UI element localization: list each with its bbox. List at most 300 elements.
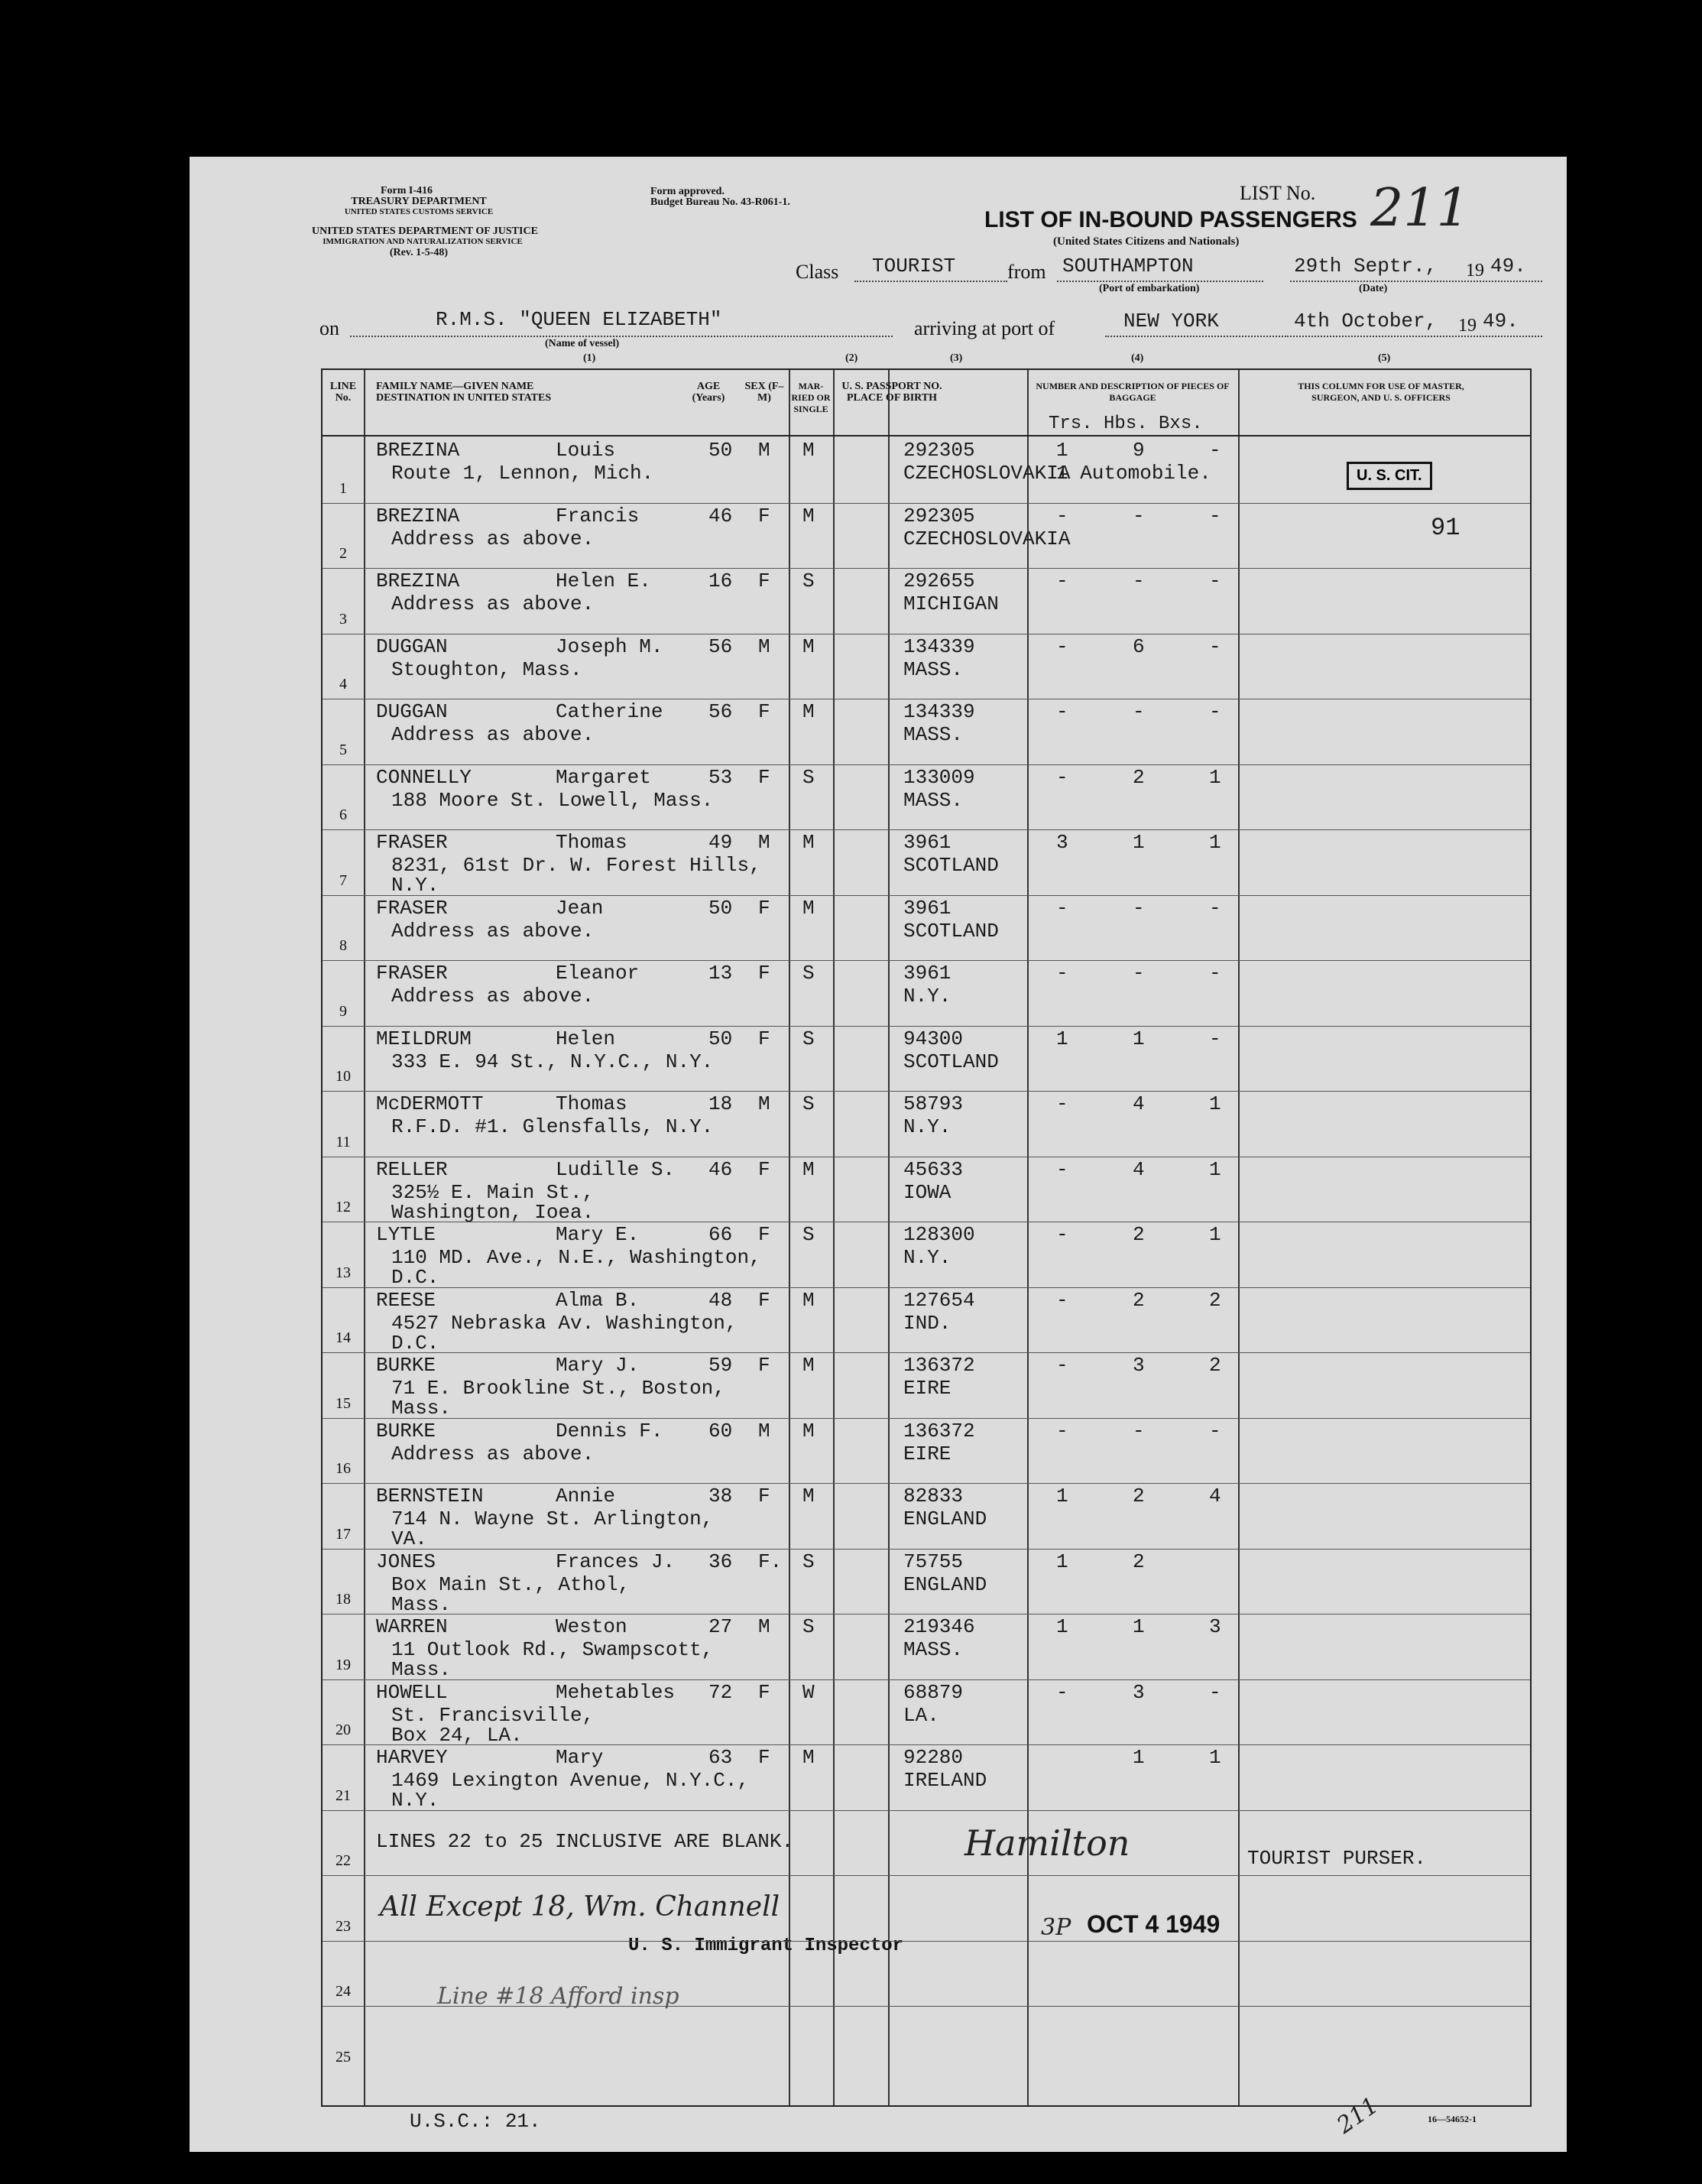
address-line-2: VA. (391, 1527, 427, 1550)
baggage-boxes: 1 (1209, 765, 1221, 789)
family-name: DUGGAN (376, 700, 448, 723)
marital-status: S (802, 570, 815, 592)
form-approved: Form approved. (650, 186, 725, 197)
table-row (323, 1744, 1530, 1810)
line-number: 2 (339, 545, 347, 562)
marital-status: S (802, 765, 815, 789)
address-line-1: Box Main St., Athol, (391, 1572, 631, 1596)
address-line-1: St. Francisville, (391, 1703, 595, 1727)
table-row (323, 1287, 1530, 1353)
baggage-boxes: 1 (1209, 831, 1221, 854)
passport-number: 92280 (903, 1746, 964, 1769)
class-label: Class (796, 261, 839, 283)
treasury-dept: TREASURY DEPARTMENT (351, 196, 487, 207)
footer-code: 16—54652-1 (1428, 2114, 1477, 2124)
arrival-port: NEW YORK (1123, 310, 1219, 333)
address-line-1: Address as above. (391, 527, 595, 550)
address-line-2: D.C. (391, 1266, 439, 1289)
passport-number: 3961 (903, 896, 951, 920)
given-name: Thomas (556, 831, 627, 854)
baggage-boxes: - (1209, 570, 1221, 592)
address-line-1: 325½ E. Main St., (391, 1180, 595, 1204)
given-name: Frances J. (556, 1550, 676, 1573)
given-name: Alma B. (556, 1288, 640, 1312)
passport-number: 219346 (903, 1615, 975, 1638)
family-name: BURKE (376, 1354, 436, 1377)
place-of-birth: MASS. (903, 723, 964, 746)
place-of-birth: MASS. (903, 657, 964, 681)
passenger-table (321, 368, 1532, 2107)
header-passport: U. S. PASSPORT NO. PLACE OF BIRTH (841, 381, 942, 404)
marital-status: S (802, 1092, 815, 1115)
passport-number: 82833 (903, 1485, 964, 1507)
given-name: Annie (556, 1485, 616, 1507)
given-name: Mary J. (556, 1354, 640, 1377)
sex: F (758, 1485, 770, 1507)
given-name: Margaret (556, 765, 651, 789)
address-line-1: Address as above. (391, 723, 595, 746)
given-name: Dennis F. (556, 1419, 663, 1442)
header-baggage: NUMBER AND DESCRIPTION OF PIECES OF BAGGAGE (1036, 381, 1230, 403)
baggage-trunks: - (1056, 1288, 1068, 1312)
place-of-birth: N.Y. (903, 1115, 951, 1138)
table-row (323, 503, 1530, 569)
col-1-marker: (1) (583, 352, 596, 364)
passport-number: 75755 (903, 1550, 964, 1573)
marital-status: W (802, 1680, 815, 1704)
baggage-trunks: - (1056, 634, 1068, 658)
address-line-1: 714 N. Wayne St. Arlington, (391, 1507, 714, 1530)
officer-note: 91 (1431, 514, 1460, 542)
given-name: Louis (556, 439, 616, 462)
table-row (323, 1157, 1530, 1222)
marital-status: S (802, 1550, 815, 1573)
inspector-title: U. S. Immigrant Inspector (628, 1936, 904, 1956)
sex: F (758, 1288, 770, 1312)
passport-number: 68879 (903, 1680, 964, 1704)
immigration-service: IMMIGRATION AND NATURALIZATION SERVICE (323, 237, 523, 246)
given-name: Mary (556, 1746, 604, 1769)
family-name: FRASER (376, 896, 448, 920)
address-line-2: Box 24, LA. (391, 1723, 523, 1747)
baggage-trunks: 3 (1056, 831, 1068, 854)
family-name: JONES (376, 1550, 436, 1573)
passport-number: 292305 (903, 504, 975, 527)
marital-status: M (802, 1485, 815, 1507)
passport-number: 134339 (903, 634, 975, 658)
line-number: 3 (339, 610, 347, 628)
table-row (323, 1091, 1530, 1157)
baggage-trunks: - (1056, 1092, 1068, 1115)
table-row (323, 1549, 1530, 1614)
address-line-1: Route 1, Lennon, Mich. (391, 462, 654, 485)
address-line-1: Address as above. (391, 1442, 595, 1465)
given-name: Ludille S. (556, 1157, 676, 1181)
age: 56 (708, 700, 733, 723)
passport-number: 134339 (903, 700, 975, 723)
form-subtitle: (United States Citizens and Nationals) (1053, 235, 1240, 248)
baggage-boxes: - (1209, 439, 1221, 462)
sex: F (758, 1157, 770, 1181)
port-of-embarkation: SOUTHAMPTON (1062, 255, 1194, 277)
year-suffix: 49. (1490, 255, 1526, 277)
address-line-1: 8231, 61st Dr. W. Forest Hills, (391, 854, 761, 877)
place-of-birth: CZECHOSLOVAKIA (903, 527, 1071, 550)
line-number: 7 (339, 871, 347, 889)
age: 50 (708, 1027, 733, 1050)
place-of-birth: IRELAND (903, 1769, 987, 1792)
baggage-handbags: 9 (1133, 439, 1145, 462)
place-of-birth: EIRE (903, 1442, 951, 1465)
sex: F (758, 896, 770, 920)
family-name: DUGGAN (376, 634, 448, 658)
family-name: BREZINA (376, 439, 460, 462)
table-row (323, 764, 1530, 830)
place-of-birth: EIRE (903, 1377, 951, 1400)
table-row (323, 634, 1530, 699)
given-name: Joseph M. (556, 634, 663, 658)
baggage-extra: 1 Automobile. (1056, 462, 1211, 485)
sex: F (758, 1223, 770, 1246)
baggage-boxes: 2 (1209, 1288, 1221, 1312)
address-line-1: 333 E. 94 St., N.Y.C., N.Y. (391, 1050, 714, 1073)
line-number: 8 (339, 937, 347, 954)
baggage-trunks: 1 (1056, 439, 1068, 462)
address-line-1: Address as above. (391, 919, 595, 943)
baggage-boxes: 1 (1209, 1223, 1221, 1246)
baggage-trunks: - (1056, 1354, 1068, 1377)
baggage-handbags: - (1133, 570, 1145, 592)
age: 56 (708, 634, 733, 658)
baggage-boxes: 3 (1209, 1615, 1221, 1638)
col-3-marker: (3) (950, 352, 963, 364)
address-line-2: N.Y. (391, 874, 439, 897)
family-name: BERNSTEIN (376, 1485, 484, 1507)
baggage-boxes: - (1209, 1419, 1221, 1442)
sex: F (758, 1746, 770, 1769)
passport-number: 127654 (903, 1288, 975, 1312)
sex: F (758, 570, 770, 592)
address-line-2: N.Y. (391, 1789, 439, 1812)
line-number: 21 (336, 1786, 351, 1804)
given-name: Thomas (556, 1092, 627, 1115)
customs-service: UNITED STATES CUSTOMS SERVICE (344, 207, 494, 216)
address-line-1: Stoughton, Mass. (391, 657, 582, 681)
place-of-birth: ENGLAND (903, 1572, 987, 1596)
line-number: 18 (336, 1591, 351, 1608)
baggage-handbags: 2 (1133, 1223, 1145, 1246)
baggage-boxes: - (1209, 1680, 1221, 1704)
passport-number: 3961 (903, 962, 951, 985)
age: 46 (708, 504, 733, 527)
sex: F. (758, 1550, 783, 1573)
baggage-trunks: 1 (1056, 1485, 1068, 1507)
arrival-date: 4th October, (1294, 310, 1438, 333)
table-row (323, 1679, 1530, 1745)
us-cit-stamp: U. S. CIT. (1347, 462, 1432, 490)
baggage-subcols: Trs. Hbs. Bxs. (1049, 414, 1203, 434)
marital-status: M (802, 439, 815, 462)
given-name: Mary E. (556, 1223, 640, 1246)
place-of-birth: MICHIGAN (903, 592, 999, 615)
baggage-handbags: - (1133, 504, 1145, 527)
arriving-label: arriving at port of (914, 317, 1055, 339)
line-number: 23 (336, 1917, 351, 1935)
table-row (323, 568, 1530, 634)
passport-number: 3961 (903, 831, 951, 854)
address-line-2: D.C. (391, 1331, 439, 1355)
given-name: Catherine (556, 700, 663, 723)
line-number: 5 (339, 741, 347, 758)
family-name: RELLER (376, 1157, 448, 1181)
family-name: LYTLE (376, 1223, 436, 1246)
address-line-1: R.F.D. #1. Glensfalls, N.Y. (391, 1115, 714, 1138)
header-name: FAMILY NAME—GIVEN NAME DESTINATION IN UNITED STATES (376, 381, 552, 404)
line-number: 16 (336, 1460, 351, 1477)
place-of-birth: IND. (903, 1311, 951, 1335)
marital-status: M (802, 700, 815, 723)
baggage-handbags: 3 (1133, 1354, 1145, 1377)
place-of-birth: SCOTLAND (903, 1050, 999, 1073)
baggage-boxes: - (1209, 700, 1221, 723)
place-of-birth: ENGLAND (903, 1507, 987, 1530)
line-number: 13 (336, 1264, 351, 1281)
table-row (323, 895, 1530, 961)
age: 59 (708, 1354, 733, 1377)
line-number: 17 (336, 1525, 351, 1543)
col-4-marker: (4) (1131, 352, 1144, 364)
usc-number: U.S.C.: 21. (410, 2110, 541, 2133)
table-row (323, 1614, 1530, 1679)
form-revision: (Rev. 1-5-48) (389, 247, 449, 258)
vessel-caption: (Name of vessel) (545, 338, 620, 349)
baggage-trunks: - (1056, 1680, 1068, 1704)
address-line-1: 1469 Lexington Avenue, N.Y.C., (391, 1769, 750, 1792)
age: 53 (708, 765, 733, 789)
from-label: from (1007, 261, 1046, 283)
line-number: 1 (339, 479, 347, 497)
passport-number: 128300 (903, 1223, 975, 1246)
passport-number: 94300 (903, 1027, 964, 1050)
baggage-handbags: 1 (1133, 831, 1145, 854)
line-number: 19 (336, 1656, 351, 1673)
address-line-1: 110 MD. Ave., N.E., Washington, (391, 1246, 761, 1269)
age: 72 (708, 1680, 733, 1704)
marital-status: M (802, 831, 815, 854)
age: 13 (708, 962, 733, 985)
age: 50 (708, 439, 733, 462)
header-age: AGE (Years) (692, 381, 725, 404)
baggage-handbags: 1 (1133, 1615, 1145, 1638)
baggage-boxes: - (1209, 1027, 1221, 1050)
given-name: Helen (556, 1027, 616, 1050)
age: 36 (708, 1550, 733, 1573)
budget-bureau: Budget Bureau No. 43-R061-1. (650, 196, 790, 208)
family-name: FRASER (376, 962, 448, 985)
passport-number: 45633 (903, 1157, 964, 1181)
marital-status: M (802, 504, 815, 527)
family-name: BREZINA (376, 504, 460, 527)
line-number: 6 (339, 806, 347, 823)
date-stamp: OCT 4 1949 (1087, 1910, 1221, 1938)
baggage-boxes: - (1209, 504, 1221, 527)
margin-note: Line #18 Afford insp (437, 1983, 679, 2010)
inspector-code: 3P (1041, 1914, 1071, 1941)
passport-number: 133009 (903, 765, 975, 789)
baggage-trunks: - (1056, 765, 1068, 789)
given-name: Mehetables (556, 1680, 676, 1704)
sex: F (758, 1027, 770, 1050)
baggage-trunks: 1 (1056, 1550, 1068, 1573)
justice-dept: UNITED STATES DEPARTMENT OF JUSTICE (312, 226, 538, 237)
col-2-marker: (2) (845, 352, 858, 364)
passport-number: 136372 (903, 1419, 975, 1442)
address-line-1: 4527 Nebraska Av. Washington, (391, 1311, 738, 1335)
address-line-2: Mass. (391, 1397, 452, 1420)
table-row (323, 1352, 1530, 1418)
given-name: Helen E. (556, 570, 651, 592)
baggage-trunks: - (1056, 1157, 1068, 1181)
marital-status: M (802, 1288, 815, 1312)
age: 50 (708, 896, 733, 920)
place-of-birth: CZECHOSLOVAKIA (903, 462, 1071, 485)
family-name: BREZINA (376, 570, 460, 592)
age: 49 (708, 831, 733, 854)
baggage-handbags: - (1133, 962, 1145, 985)
baggage-handbags: 6 (1133, 634, 1145, 658)
baggage-trunks: 1 (1056, 1615, 1068, 1638)
family-name: MEILDRUM (376, 1027, 472, 1050)
baggage-handbags: - (1133, 896, 1145, 920)
list-no-value: 211 (1370, 178, 1470, 239)
sex: M (758, 439, 770, 462)
line-number: 24 (336, 1983, 351, 2000)
baggage-trunks: - (1056, 962, 1068, 985)
line-number: 22 (336, 1852, 351, 1869)
age: 60 (708, 1419, 733, 1442)
given-name: Weston (556, 1615, 627, 1638)
given-name: Francis (556, 504, 640, 527)
marital-status: M (802, 1746, 815, 1769)
baggage-handbags: 4 (1133, 1157, 1145, 1181)
line-number: 25 (336, 2048, 351, 2066)
baggage-handbags: 2 (1133, 1288, 1145, 1312)
marital-status: M (802, 1157, 815, 1181)
address-line-1: Address as above. (391, 985, 595, 1008)
family-name: REESE (376, 1288, 436, 1312)
table-row (323, 1222, 1530, 1287)
marital-status: S (802, 1027, 815, 1050)
family-name: HARVEY (376, 1746, 448, 1769)
sex: M (758, 1615, 770, 1638)
sex: M (758, 1419, 770, 1442)
page-handwritten-number: 211 (1332, 2092, 1384, 2140)
age: 46 (708, 1157, 733, 1181)
line-number: 10 (336, 1068, 351, 1085)
baggage-handbags: 2 (1133, 765, 1145, 789)
on-label: on (319, 317, 339, 339)
age: 18 (708, 1092, 733, 1115)
baggage-boxes: 1 (1209, 1746, 1221, 1769)
purser-title: TOURIST PURSER. (1247, 1847, 1427, 1870)
col-5-marker: (5) (1378, 352, 1391, 364)
form-title: LIST OF IN-BOUND PASSENGERS (984, 207, 1357, 232)
age: 63 (708, 1746, 733, 1769)
line-number: 9 (339, 1002, 347, 1020)
address-line-2: Mass. (391, 1592, 452, 1616)
sex: M (758, 1092, 770, 1115)
given-name: Eleanor (556, 962, 640, 985)
header-married: MAR-RIED OR SINGLE (791, 381, 831, 414)
line-number: 20 (336, 1722, 351, 1738)
sex: F (758, 962, 770, 985)
sex: F (758, 1680, 770, 1704)
line-number: 15 (336, 1394, 351, 1412)
baggage-handbags: 3 (1133, 1680, 1145, 1704)
family-name: McDERMOTT (376, 1092, 484, 1115)
marital-status: S (802, 1223, 815, 1246)
place-of-birth: IOWA (903, 1180, 951, 1204)
address-line-1: 188 Moore St. Lowell, Mass. (391, 788, 714, 812)
place-of-birth: MASS. (903, 1638, 964, 1661)
age: 27 (708, 1615, 733, 1638)
family-name: CONNELLY (376, 765, 472, 789)
table-row (323, 699, 1530, 764)
baggage-handbags: 1 (1133, 1027, 1145, 1050)
baggage-trunks: - (1056, 700, 1068, 723)
sex: F (758, 1354, 770, 1377)
sex: F (758, 765, 770, 789)
table-row (323, 829, 1530, 895)
baggage-handbags: 4 (1133, 1092, 1145, 1115)
line-number: 4 (339, 676, 347, 693)
passport-number: 292655 (903, 570, 975, 592)
baggage-trunks: - (1056, 896, 1068, 920)
baggage-boxes: - (1209, 634, 1221, 658)
place-of-birth: LA. (903, 1703, 939, 1727)
place-of-birth: SCOTLAND (903, 919, 999, 943)
inspector-signature: All Except 18, Wm. Channell (380, 1891, 780, 1923)
baggage-handbags: 1 (1133, 1746, 1145, 1769)
baggage-trunks: - (1056, 1419, 1068, 1442)
family-name: WARREN (376, 1615, 448, 1638)
place-of-birth: MASS. (903, 788, 964, 812)
embarkation-date: 29th Septr., (1294, 255, 1438, 277)
age: 38 (708, 1485, 733, 1507)
given-name: Jean (556, 896, 604, 920)
family-name: FRASER (376, 831, 448, 854)
sex: M (758, 634, 770, 658)
table-row (323, 960, 1530, 1026)
age: 48 (708, 1288, 733, 1312)
table-row (323, 1418, 1530, 1484)
address-line-1: 11 Outlook Rd., Swampscott, (391, 1638, 714, 1661)
marital-status: M (802, 1354, 815, 1377)
table-row (323, 1483, 1530, 1549)
purser-signature: Hamilton (964, 1822, 1130, 1864)
family-name: BURKE (376, 1419, 436, 1442)
baggage-trunks: - (1056, 504, 1068, 527)
baggage-trunks: 1 (1056, 1027, 1068, 1050)
form-number: Form I-416 (381, 185, 433, 196)
arrival-year-prefix: 19 (1458, 316, 1477, 336)
blank-lines-note: LINES 22 to 25 INCLUSIVE ARE BLANK. (376, 1830, 794, 1853)
line-number: 12 (336, 1199, 351, 1215)
address-line-2: Mass. (391, 1658, 452, 1681)
place-of-birth: N.Y. (903, 985, 951, 1008)
passport-number: 136372 (903, 1354, 975, 1377)
marital-status: M (802, 1419, 815, 1442)
